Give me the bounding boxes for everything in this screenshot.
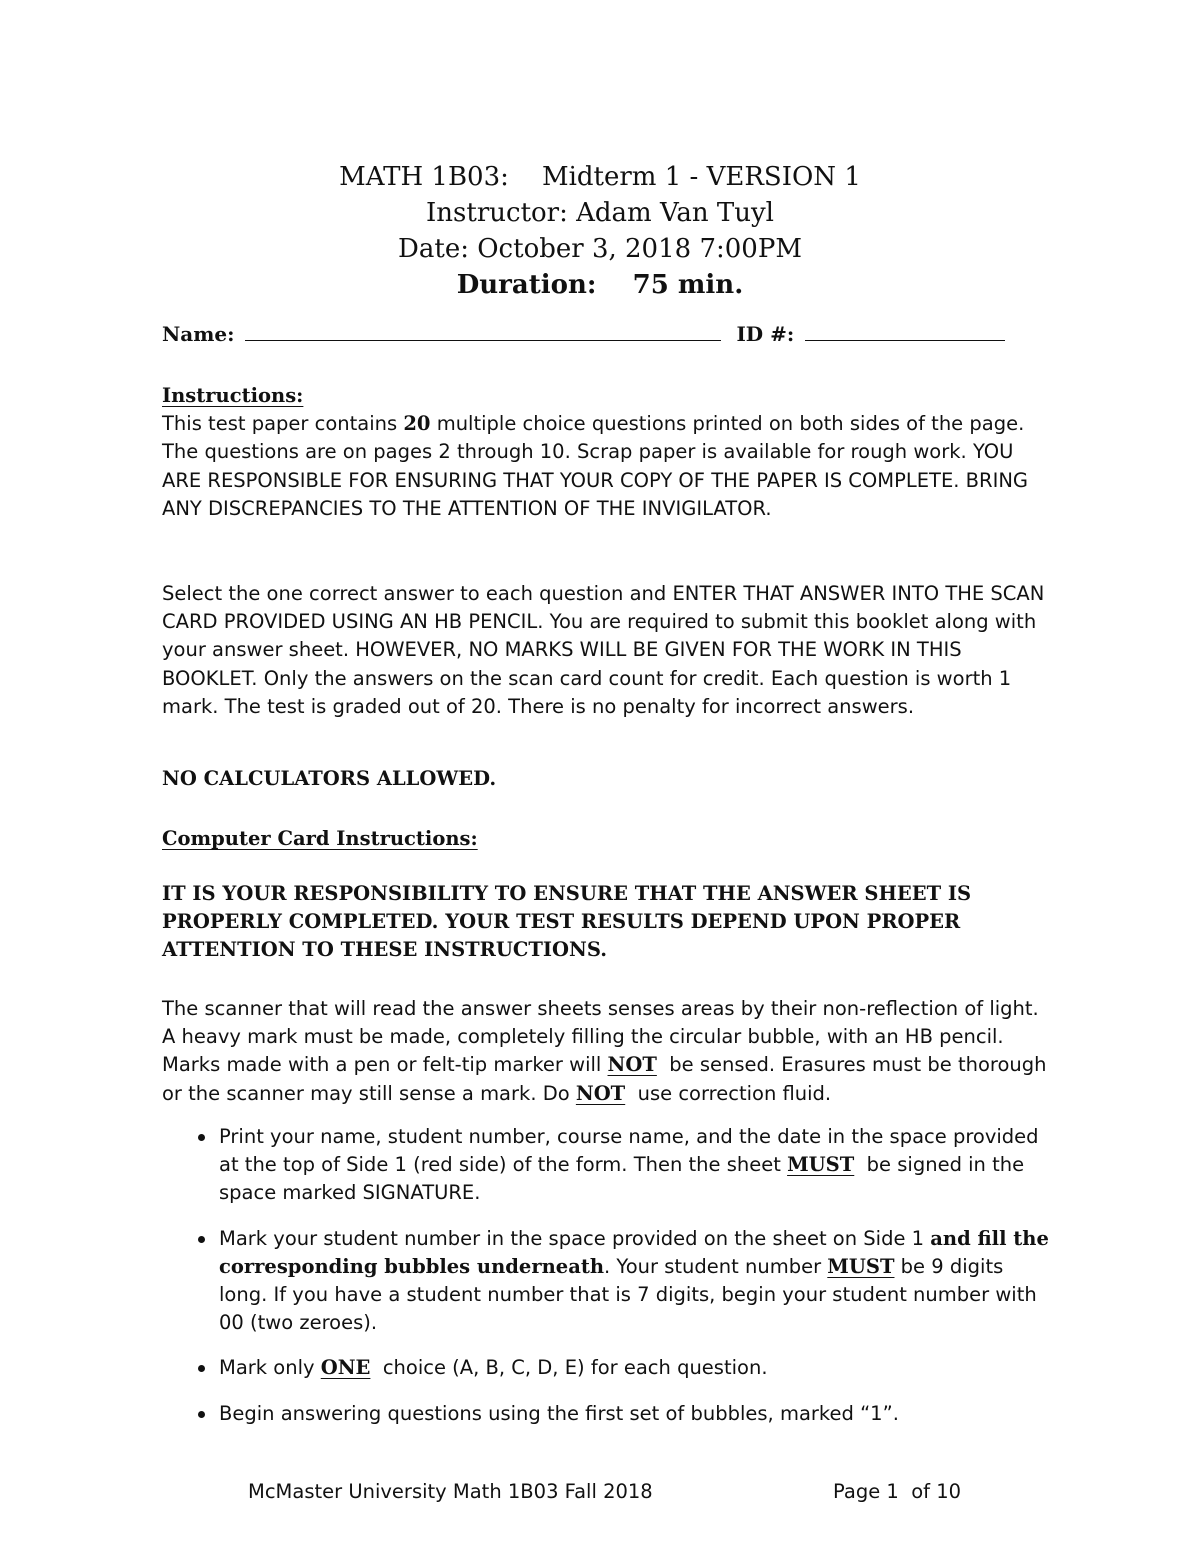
bullet-text-cont: . Your student number bbox=[604, 1254, 828, 1278]
instructions-text: This test paper contains bbox=[162, 412, 404, 436]
duration-text: Duration: 75 min. bbox=[456, 270, 744, 300]
name-id-line bbox=[162, 322, 1042, 346]
card-bullet-list bbox=[162, 1123, 1052, 1445]
list-item bbox=[162, 1225, 1052, 1338]
scanner-text: The scanner that will read the answer sheets senses areas by their non-reflection of light. A heavy mark must be made, completely filling the circular bubble, with an HB pencil. Marks made with a pen or felt-tip marker will bbox=[162, 997, 1039, 1077]
exam-header bbox=[0, 160, 1200, 304]
bullet-text: Print your name, student number, course name, and the date in the space provided at the top of Side 1 (red side) of the form. Then the sheet bbox=[219, 1125, 1039, 1177]
instructor-line: Instructor: Adam Van Tuyl bbox=[426, 198, 774, 228]
bullet-text: Begin answering questions using the first set of bubbles, marked “1”. bbox=[219, 1401, 899, 1425]
date-line: Date: October 3, 2018 7:00PM bbox=[398, 234, 802, 264]
card-instructions-heading-wrap bbox=[162, 825, 1052, 853]
exam-title: MATH 1B03: Midterm 1 - VERSION 1 bbox=[339, 162, 861, 192]
list-item bbox=[162, 1400, 1052, 1428]
bullet-icon bbox=[198, 1236, 205, 1243]
question-count: 20 bbox=[403, 412, 431, 436]
must-emphasis: MUST bbox=[787, 1153, 855, 1177]
duration-line bbox=[0, 268, 1200, 304]
instructions-text-cont: multiple choice questions printed on both sides of the page. The questions are on pages 2 through 10. Scrap paper is available for rough work. YOU ARE RESPONSIBLE FOR ENSURING THAT YOUR COPY OF THE PAPER IS COMPLETE. BRING ANY DISCREPANCIES TO THE ATTENTION OF THE INVIGILATOR. bbox=[162, 412, 1029, 520]
responsibility-warning: IT IS YOUR RESPONSIBILITY TO ENSURE THAT THE ANSWER SHEET IS PROPERLY COMPLETED. YOUR TEST RESULTS DEPEND UPON PROPER ATTENTION TO THESE INSTRUCTIONS. bbox=[162, 882, 972, 962]
one-emphasis: ONE bbox=[320, 1356, 371, 1380]
bullet-text-end: be 9 digits long. If you have a student number that is 7 digits, begin your student number with 00 (two zeroes). bbox=[219, 1254, 1037, 1335]
not-emphasis-2: NOT bbox=[575, 1081, 626, 1105]
name-field[interactable] bbox=[245, 322, 721, 341]
instructions-paragraph-1 bbox=[162, 410, 1052, 523]
name-label: Name: bbox=[162, 322, 235, 346]
bullet-text-cont: choice (A, B, C, D, E) for each question. bbox=[370, 1356, 768, 1380]
scanner-text-2: be sensed. Erasures must be thorough or the scanner may still sense a mark. Do bbox=[162, 1053, 1053, 1105]
instructions-section bbox=[162, 382, 1052, 523]
no-calculators-notice: NO CALCULATORS ALLOWED. bbox=[162, 767, 497, 790]
bullet-text: Mark only bbox=[219, 1356, 321, 1380]
fill-bubbles-emphasis: and fill the corresponding bubbles underneath bbox=[219, 1226, 1049, 1278]
instructions-paragraph-2: Select the one correct answer to each question and ENTER THAT ANSWER INTO THE SCAN CARD PROVIDED USING AN HB PENCIL. You are required to submit this booklet along with your answer sheet. HOWEVER, NO MARKS WILL BE GIVEN FOR THE WORK IN THIS BOOKLET. Only the answers on the scan card count for credit. Each question is worth 1 mark. The test is graded out of 20. There is no penalty for incorrect answers. bbox=[162, 582, 1045, 718]
card-instructions-heading: Computer Card Instructions: bbox=[162, 827, 478, 850]
bullet-text: Mark your student number in the space provided on the sheet on Side 1 bbox=[219, 1226, 931, 1250]
bullet-icon bbox=[198, 1134, 205, 1141]
bullet-icon bbox=[198, 1365, 205, 1372]
bullet-text-cont: be signed in the space marked SIGNATURE. bbox=[219, 1153, 1031, 1205]
must-emphasis: MUST bbox=[827, 1254, 895, 1278]
not-emphasis-1: NOT bbox=[607, 1053, 657, 1077]
scanner-paragraph bbox=[162, 995, 1052, 1108]
footer-page-number: Page 1 of 10 bbox=[833, 1480, 962, 1503]
id-label: ID #: bbox=[736, 322, 795, 346]
footer-course: McMaster University Math 1B03 Fall 2018 bbox=[248, 1480, 653, 1503]
list-item bbox=[162, 1123, 1052, 1208]
instructions-heading: Instructions: bbox=[162, 384, 304, 407]
list-item bbox=[162, 1354, 1052, 1382]
id-field[interactable] bbox=[805, 322, 1005, 341]
scanner-text-3: use correction fluid. bbox=[625, 1081, 832, 1105]
bullet-icon bbox=[198, 1411, 205, 1418]
